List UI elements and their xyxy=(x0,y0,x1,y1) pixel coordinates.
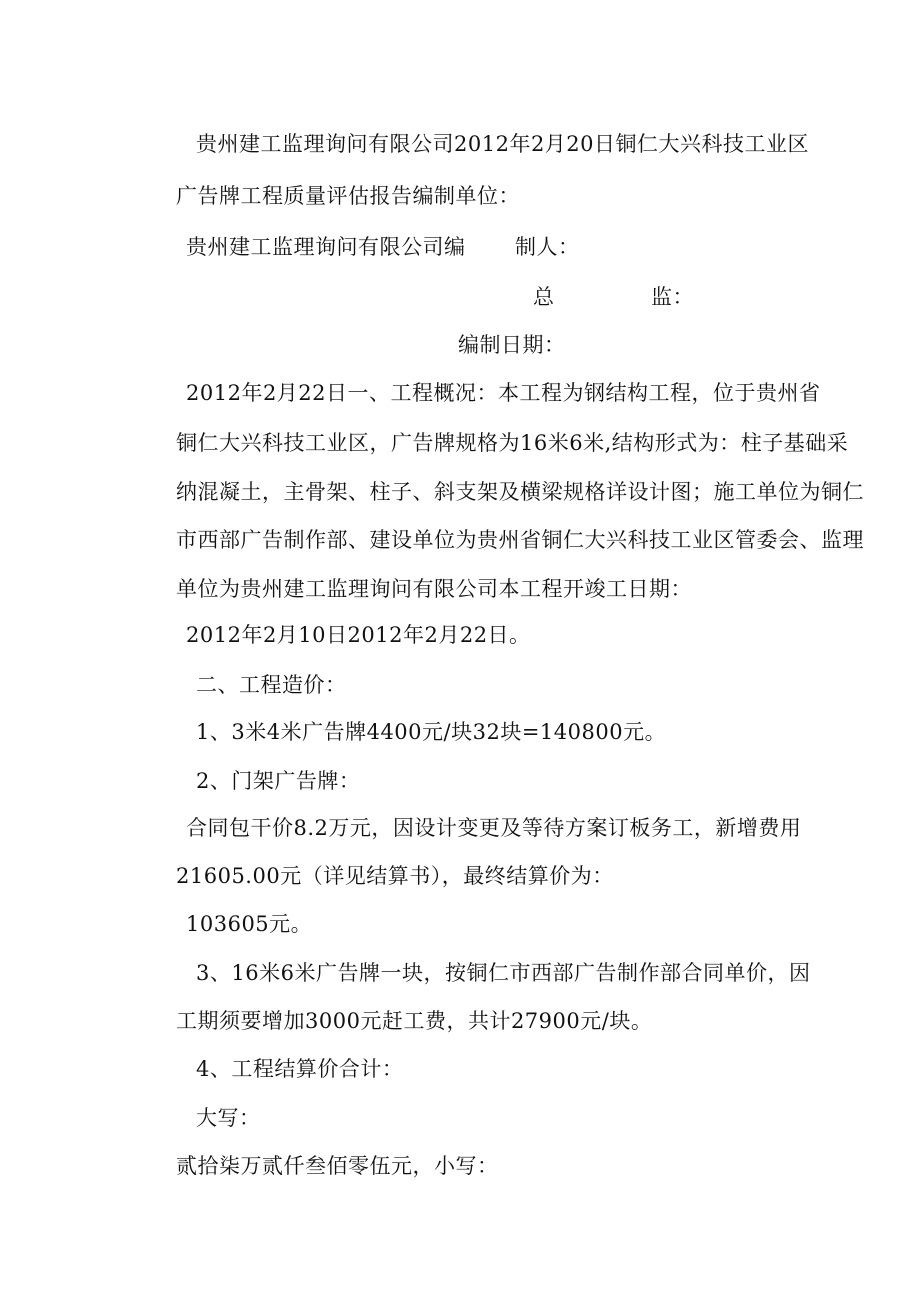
item-1: 1、3米4米广告牌4400元/块32块=140800元。 xyxy=(196,720,667,744)
overview-line-5: 单位为贵州建工监理询问有限公司本工程开竣工日期： xyxy=(176,577,692,601)
overview-line-4: 市西部广告制作部、建设单位为贵州省铜仁大兴科技工业区管委会、监理 xyxy=(176,528,864,552)
uppercase-label: 大写： xyxy=(196,1106,261,1130)
director-label-b: 监： xyxy=(651,285,694,309)
overview-line-2: 铜仁大兴科技工业区，广告牌规格为16米6米,结构形式为：柱子基础采 xyxy=(176,431,849,455)
uppercase-value: 贰拾柒万贰仟叁佰零伍元，小写： xyxy=(176,1154,499,1178)
item-2-total: 103605元。 xyxy=(186,912,313,936)
date-label: 编制日期： xyxy=(458,333,566,357)
overview-line-1: 2012年2月22日一、工程概况：本工程为钢结构工程，位于贵州省 xyxy=(186,381,821,405)
item-2-line-1: 合同包干价8.2万元，因设计变更及等待方案订板务工，新增费用 xyxy=(186,816,802,840)
item-3-line-1: 3、16米6米广告牌一块，按铜仁市西部广告制作部合同单价，因 xyxy=(196,961,811,985)
item-2-title: 2、门架广告牌： xyxy=(196,769,361,793)
header-line-2: 广告牌工程质量评估报告编制单位： xyxy=(176,184,520,208)
overview-line-3: 纳混凝土，主骨架、柱子、斜支架及横梁规格详设计图；施工单位为铜仁 xyxy=(176,480,864,504)
item-4-title: 4、工程结算价合计： xyxy=(196,1057,404,1081)
director-label-a: 总 xyxy=(533,285,555,309)
section-2-title: 二、工程造价： xyxy=(196,673,347,697)
item-3-line-2: 工期须要增加3000元赶工费，共计27900元/块。 xyxy=(176,1009,653,1033)
company-line: 贵州建工监理询问有限公司编 xyxy=(186,235,466,259)
item-2-line-2: 21605.00元（详见结算书），最终结算价为： xyxy=(176,864,614,888)
preparer-label: 制人： xyxy=(515,235,580,259)
header-line-1: 贵州建工监理询问有限公司2012年2月20日铜仁大兴科技工业区 xyxy=(196,132,810,156)
project-period: 2012年2月10日2012年2月22日。 xyxy=(186,623,531,647)
